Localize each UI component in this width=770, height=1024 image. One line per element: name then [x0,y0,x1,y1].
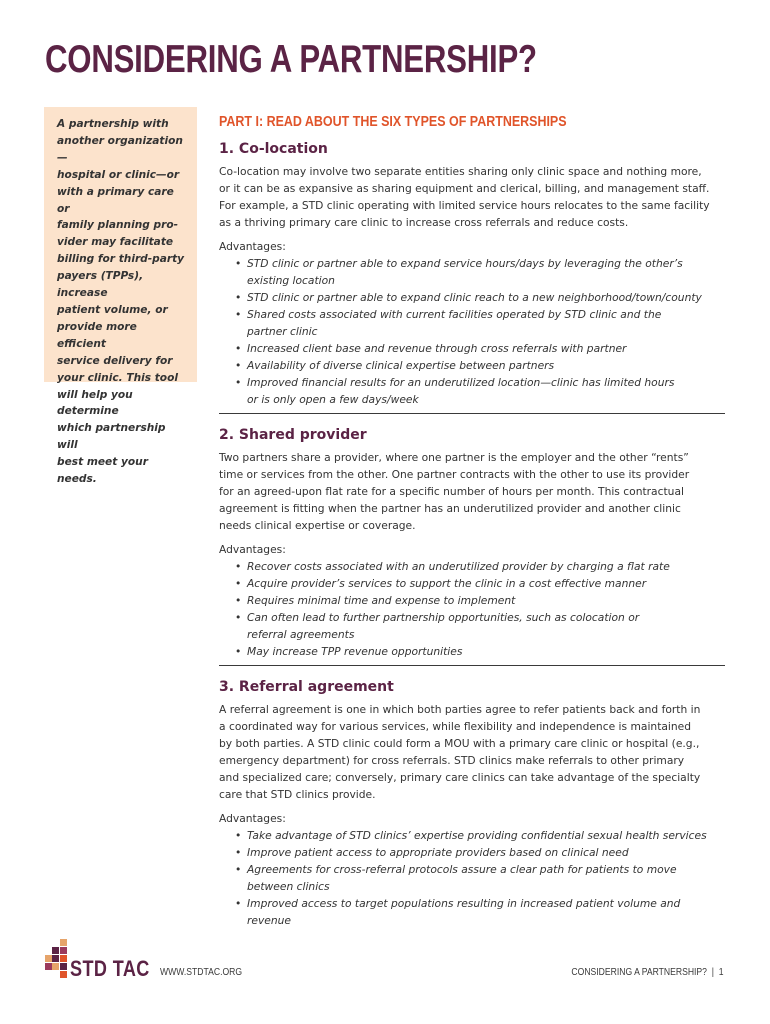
sidebar-line: vider may facilitate [57,236,174,249]
item-line: Agreements for cross-referral protocols assure a clear path for patients to move [247,863,677,876]
item-line: STD clinic or partner able to expand clinic reach to a new neighborhood/town/county [247,291,702,304]
sidebar-line: best meet your needs. [57,456,148,486]
body-line: by both parties. A STD clinic could form a MOU with a primary care clinic or hospital (e.g., [219,737,700,750]
main-content [219,114,725,929]
list-item: • Requires minimal time and expense to implement [235,594,516,607]
sidebar-line: provide more efficient [57,320,137,350]
list-item: • STD clinic or partner able to expand service hours/days by leveraging the other’s existing location [235,257,683,287]
body-line: care that STD clinics provide. [219,788,376,801]
sidebar-line: another organization— [57,134,183,164]
section-divider [219,665,725,666]
sidebar-line: hospital or clinic—or [57,168,180,181]
part-heading: PART I: READ ABOUT THE SIX TYPES OF PARTNERSHIPS [219,114,567,130]
footer-url-link[interactable]: WWW.STDTAC.ORG [160,966,243,978]
list-item: • Take advantage of STD clinics’ expertise providing confidential sexual health services [235,829,707,842]
item-line: STD clinic or partner able to expand service hours/days by leveraging the other’s [247,257,683,270]
advantages-label: Advantages: [219,240,286,253]
sidebar-line: payers (TPPs), increase [57,270,144,300]
list-item: • Agreements for cross-referral protocols assure a clear path for patients to move between clinics [235,863,677,893]
body-line: for an agreed-upon flat rate for a specific number of hours per month. This contractual [219,485,684,498]
advantages-list [219,827,725,929]
section-body [219,449,725,534]
list-item: • Recover costs associated with an underutilized provider by charging a flat rate [235,560,670,573]
list-item: • May increase TPP revenue opportunities [235,645,463,658]
page-title: CONSIDERING A PARTNERSHIP? [45,38,537,81]
sidebar-line: A partnership with [57,118,169,130]
body-line: emergency department) for cross referrals. STD clinics make referrals to other primary [219,754,685,767]
section-referral-agreement [219,679,725,929]
section-shared-provider [219,427,725,660]
item-line: Improve patient access to appropriate providers based on clinical need [247,846,629,859]
list-item: • Increased client base and revenue through cross referrals with partner [235,342,627,355]
item-line: existing location [247,274,335,287]
list-item: • Availability of diverse clinical expertise between partners [235,359,555,372]
list-item: • Improve patient access to appropriate providers based on clinical need [235,846,629,859]
body-line: For example, a STD clinic operating with limited service hours relocates to the same facility [219,199,710,212]
page-number: 1 [719,966,724,978]
body-line: agreement is fitting when the partner has an underutilized provider and another clinic [219,502,681,515]
list-item: • Can often lead to further partnership opportunities, such as colocation or referral agreements [235,611,640,641]
item-line: Improved financial results for an underutilized location—clinic has limited hours [247,376,675,389]
item-line: Acquire provider’s services to support the clinic in a cost effective manner [247,577,647,590]
sidebar-line: with a primary care or [57,185,174,215]
footer-separator: | [712,966,715,978]
advantages-label: Advantages: [219,812,286,825]
body-line: and specialized care; conversely, primary care clinics can take advantage of the specialty [219,771,701,784]
footer-page-label [572,966,724,978]
sidebar-line: service delivery for [57,354,173,367]
item-line: referral agreements [247,628,355,641]
item-line: between clinics [247,880,330,893]
list-item: • Improved access to target populations resulting in increased patient volume and revenue [235,897,681,927]
page-footer [0,940,770,1000]
item-line: Shared costs associated with current facilities operated by STD clinic and the [247,308,662,321]
item-line: Take advantage of STD clinics’ expertise providing confidential sexual health services [247,829,707,842]
sidebar-line: will help you determine [57,388,133,418]
body-line: as a thriving primary care clinic to increase cross referrals and reduce costs. [219,216,629,229]
advantages-list [219,255,725,408]
body-line: Two partners share a provider, where one partner is the employer and the other “rents” [219,451,689,464]
footer-page-title: CONSIDERING A PARTNERSHIP? [571,966,708,978]
advantages-label: Advantages: [219,543,286,556]
section-body [219,163,725,231]
section-divider [219,413,725,414]
section-title: 3. Referral agreement [219,679,394,695]
section-title: 2. Shared provider [219,427,367,443]
logo-text: STD TAC [70,956,150,981]
intro-sidebar [44,107,197,486]
body-line: a coordinated way for various services, while flexibility and independence is maintained [219,720,692,733]
item-line: Recover costs associated with an underutilized provider by charging a flat rate [247,560,670,573]
sidebar-line: your clinic. This tool [57,371,178,384]
advantages-list [219,558,725,660]
body-line: A referral agreement is one in which both parties agree to refer patients back and forth in [219,703,701,716]
body-line: or it can be as expansive as sharing equipment and clerical, billing, and management staff. [219,182,710,195]
section-body [219,701,725,803]
list-item: • Improved financial results for an underutilized location—clinic has limited hours or is only open a few days/week [235,376,675,406]
list-item: • Acquire provider’s services to support the clinic in a cost effective manner [235,577,647,590]
body-line: Co-location may involve two separate entities sharing only clinic space and nothing more, [219,165,702,178]
sidebar-line: which partnership will [57,422,166,452]
section-co-location [219,141,725,408]
item-line: Increased client base and revenue through cross referrals with partner [247,342,627,355]
item-line: May increase TPP revenue opportunities [247,645,463,658]
item-line: partner clinic [247,325,318,338]
sidebar-line: billing for third-party [57,253,185,266]
body-line: time or services from the other. One partner contracts with the other to use its provider [219,468,690,481]
sidebar-line: patient volume, or [57,303,168,316]
section-title: 1. Co-location [219,141,328,157]
list-item: • STD clinic or partner able to expand clinic reach to a new neighborhood/town/county [235,291,702,304]
item-line: Can often lead to further partnership opportunities, such as colocation or [247,611,640,624]
list-item: • Shared costs associated with current facilities operated by STD clinic and the partner clinic [235,308,662,338]
sidebar-line: family planning pro- [57,219,179,232]
item-line: Availability of diverse clinical expertise between partners [247,359,555,372]
body-line: needs clinical expertise or coverage. [219,519,416,532]
item-line: or is only open a few days/week [247,393,419,406]
item-line: Improved access to target populations resulting in increased patient volume and revenue [247,897,681,927]
item-line: Requires minimal time and expense to implement [247,594,516,607]
